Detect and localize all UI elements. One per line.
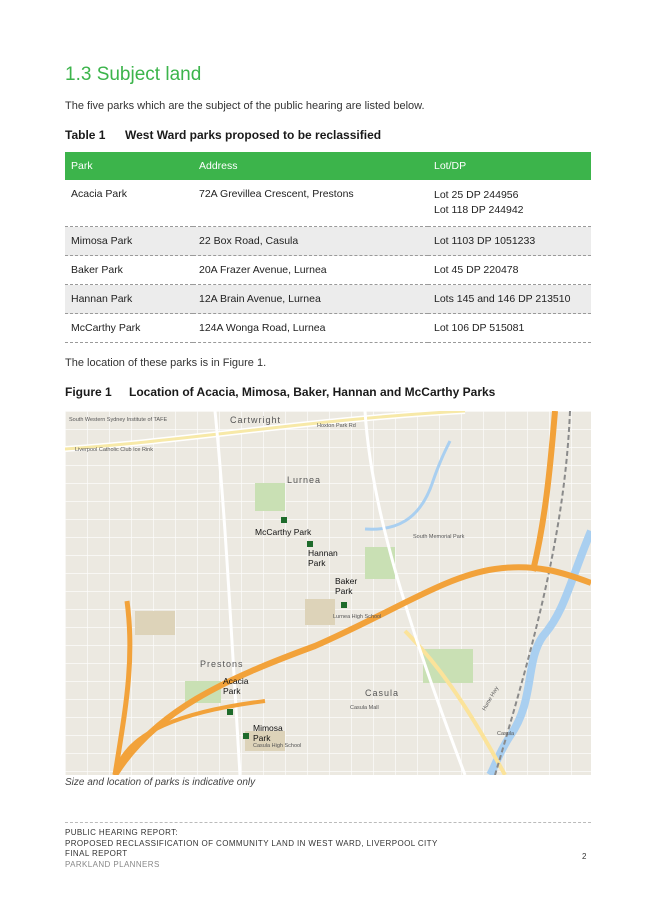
table-caption-text: West Ward parks proposed to be reclassified [125,128,382,142]
cell-lot: Lot 1103 DP 1051233 [428,227,591,256]
table-row [65,314,591,343]
green-area [255,483,285,511]
cell-lot: Lot 106 DP 515081 [428,314,591,343]
mccarthy-park-marker [281,517,287,523]
header-lot-dp: Lot/DP [428,152,591,180]
figure-caption-text: Location of Acacia, Mimosa, Baker, Hannan and McCarthy Parks [129,385,496,399]
map-label-baker-park: Baker [335,576,358,586]
map-label-hannan-park: Hannan [308,548,338,558]
table-caption [65,128,381,142]
location-map [65,411,591,775]
school-area [135,611,175,635]
baker-park-marker [341,602,347,608]
figure-caption [65,385,495,399]
table-caption-number: Table 1 [65,128,106,142]
footer-line: FINAL REPORT [65,849,128,858]
location-sentence: The location of these parks is in Figure 1. [65,357,267,369]
map-label-acacia-park: Acacia [223,676,249,686]
map-label-acacia-park: Park [223,686,241,696]
suburb-label: Lurnea [287,475,322,485]
suburb-label: Cartwright [230,415,282,425]
map-canvas [65,411,591,775]
page-footer [65,828,438,870]
table-row [65,227,591,256]
suburb-label: Prestons [200,659,244,669]
map-label-mimosa-park: Mimosa [253,723,283,733]
place-label: Casula High School [253,743,302,749]
footer-divider [65,822,591,823]
place-label: Casula Mall [350,705,379,711]
header-address: Address [193,152,428,180]
cell-lot: Lot 45 DP 220478 [428,256,591,285]
map-label-baker-park: Park [335,586,353,596]
footer-line: PUBLIC HEARING REPORT: [65,828,179,837]
cell-address: 72A Grevillea Crescent, Prestons [193,180,428,227]
cell-address: 20A Frazer Avenue, Lurnea [193,256,428,285]
page-number: 2 [582,852,587,861]
hannan-park-marker [307,541,313,547]
place-label: South Memorial Park [413,534,465,540]
cell-park: Mimosa Park [65,227,193,256]
map-label-mimosa-park: Park [253,733,271,743]
table-row [65,285,591,314]
map-label-mccarthy-park: McCarthy Park [255,527,312,537]
figure-caption-number: Figure 1 [65,385,112,399]
cell-park: Hannan Park [65,285,193,314]
cell-park: Baker Park [65,256,193,285]
cell-lot-line: Lot 25 DP 244956 [434,189,519,201]
map-note: Size and location of parks is indicative only [65,777,256,788]
cell-lot [428,180,591,227]
cell-park: Acacia Park [65,180,193,227]
table-header-row [65,152,591,180]
parks-table [65,152,591,343]
road-label: Hoxton Park Rd [317,423,356,429]
map-label-hannan-park: Park [308,558,326,568]
section-title: 1.3 Subject land [65,64,202,85]
cell-address: 12A Brain Avenue, Lurnea [193,285,428,314]
cell-park: McCarthy Park [65,314,193,343]
table-row [65,256,591,285]
table-row [65,180,591,227]
cell-lot: Lots 145 and 146 DP 213510 [428,285,591,314]
header-park: Park [65,152,193,180]
suburb-label: Casula [365,688,400,698]
footer-line: PARKLAND PLANNERS [65,859,160,869]
place-label: Lurnea High School [333,614,382,620]
place-label: Liverpool Catholic Club Ice Rink [75,447,153,453]
place-label: South Western Sydney Institute of TAFE [69,417,168,423]
footer-line: PROPOSED RECLASSIFICATION OF COMMUNITY LAND IN WEST WARD, LIVERPOOL CITY [65,838,438,848]
road-label: Hume Hwy [481,685,501,712]
cell-address: 124A Wonga Road, Lurnea [193,314,428,343]
mimosa-park-marker [243,733,249,739]
school-area [305,599,335,625]
acacia-park-marker [227,709,233,715]
intro-paragraph: The five parks which are the subject of the public hearing are listed below. [65,100,425,112]
cell-lot-line: Lot 118 DP 244942 [434,204,524,216]
place-label: Casula [497,731,515,737]
cell-address: 22 Box Road, Casula [193,227,428,256]
